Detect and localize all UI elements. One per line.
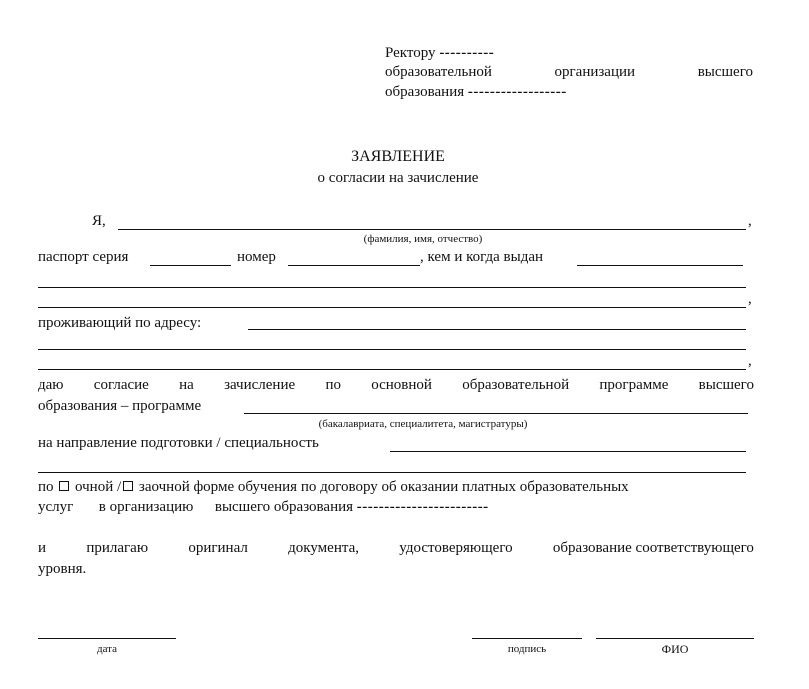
- parttime-checkbox-icon[interactable]: [123, 481, 133, 491]
- consent-word: даю: [38, 377, 64, 393]
- study-form-prefix: по: [38, 479, 54, 495]
- study-form-line1: [38, 479, 629, 496]
- study-form-word: высшего: [214, 499, 271, 515]
- fulltime-label: очной /: [75, 479, 122, 495]
- attach-word: и: [38, 540, 47, 556]
- consent-word: высшего: [698, 377, 754, 393]
- date-label: дата: [96, 643, 118, 655]
- attach-line2: уровня.: [38, 561, 87, 577]
- passport-series-line[interactable]: [150, 265, 231, 266]
- signature-line[interactable]: [472, 638, 582, 639]
- study-form-line2: [38, 499, 489, 516]
- passport-series-label: паспорт серия: [38, 249, 129, 265]
- header-word: организации: [554, 64, 636, 80]
- fulltime-checkbox-icon[interactable]: [59, 481, 69, 491]
- program-line[interactable]: [244, 413, 748, 414]
- document-title: ЗАЯВЛЕНИЕ: [351, 148, 445, 165]
- consent-word: согласие: [93, 377, 149, 393]
- comma: ,: [748, 353, 752, 369]
- header-word: высшего: [697, 64, 753, 80]
- comma: ,: [748, 291, 752, 307]
- consent-word: образовательной: [462, 377, 570, 393]
- issued-label: , кем и когда выдан: [420, 249, 544, 265]
- header-recipient-line2: [385, 64, 753, 81]
- header-education: образования: [385, 84, 465, 100]
- comma: ,: [748, 213, 752, 229]
- address-line-3[interactable]: [38, 369, 746, 370]
- i-label: Я,: [92, 213, 106, 229]
- signature-label: подпись: [507, 643, 547, 655]
- header-rector: Ректору: [385, 45, 436, 61]
- header-rector-dashes: ----------: [439, 45, 495, 61]
- document-subtitle: о согласии на зачисление: [317, 170, 479, 186]
- attach-line: [38, 540, 754, 557]
- passport-number-label: номер: [237, 249, 276, 265]
- consent-word: по: [325, 377, 341, 393]
- fio-sign-line[interactable]: [596, 638, 754, 639]
- study-form-word: в: [98, 499, 106, 515]
- consent-line: [38, 377, 754, 394]
- study-form-word: организацию: [109, 499, 194, 515]
- direction-line[interactable]: [390, 451, 746, 452]
- consent-word: зачисление: [224, 377, 296, 393]
- attach-word: удостоверяющего: [399, 540, 513, 556]
- consent-word: основной: [371, 377, 432, 393]
- address-line-2[interactable]: [38, 349, 746, 350]
- header-education-dashes: ------------------: [467, 84, 567, 100]
- study-form-word: услуг: [38, 499, 74, 515]
- issued-line[interactable]: [577, 265, 743, 266]
- program-label: образования – программе: [38, 398, 202, 414]
- issued-line-2[interactable]: [38, 287, 746, 288]
- fio-hint: (фамилия, имя, отчество): [363, 233, 483, 245]
- address-label: проживающий по адресу:: [38, 315, 202, 331]
- study-form-rest: заочной форме обучения по договору об оказании платных образовательных: [138, 479, 629, 495]
- fio-line[interactable]: [118, 229, 746, 230]
- header-recipient-line1: [385, 45, 494, 62]
- header-word: образовательной: [385, 64, 492, 80]
- date-line[interactable]: [38, 638, 176, 639]
- direction-line-2[interactable]: [38, 472, 746, 473]
- consent-word: на: [179, 377, 194, 393]
- consent-word: программе: [599, 377, 669, 393]
- program-hint: (бакалавриата, специалитета, магистратуры): [318, 418, 528, 430]
- header-recipient-line3: [385, 84, 567, 101]
- attach-word: оригинал: [188, 540, 248, 556]
- direction-label: на направление подготовки / специальность: [38, 435, 319, 451]
- study-form-word: образования: [273, 499, 354, 515]
- attach-word: прилагаю: [86, 540, 149, 556]
- attach-word: документа,: [288, 540, 359, 556]
- address-line[interactable]: [248, 329, 746, 330]
- issued-line-3[interactable]: [38, 307, 746, 308]
- fio-sign-label: ФИО: [661, 642, 689, 656]
- passport-number-line[interactable]: [288, 265, 420, 266]
- study-form-dashes: ------------------------: [356, 499, 489, 515]
- attach-word: образование соответствующего: [552, 540, 754, 556]
